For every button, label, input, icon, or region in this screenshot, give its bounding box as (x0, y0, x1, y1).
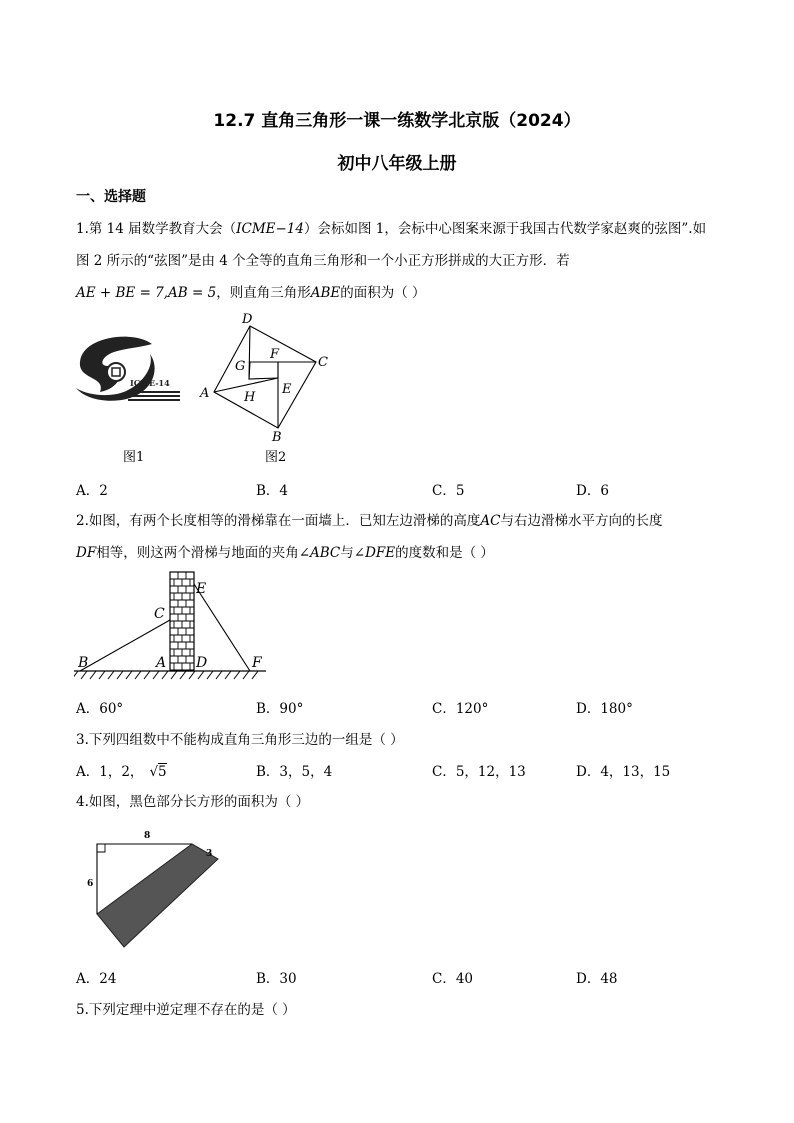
q2-option-b[interactable]: B．90° (256, 701, 304, 717)
inner-square (249, 362, 278, 379)
q4-option-a[interactable]: A．24 (76, 971, 117, 987)
label-d: D (196, 655, 208, 671)
hatch-mark (99, 671, 105, 679)
label-g: G (235, 359, 246, 374)
label-e: E (196, 581, 207, 597)
label-b: B (78, 655, 89, 671)
logo-text: ICME-14 (130, 378, 170, 388)
q2-option-c[interactable]: C．120° (432, 701, 489, 717)
q4-option-d[interactable]: D．48 (576, 971, 618, 987)
q2-option-a[interactable]: A．60° (76, 701, 124, 717)
hatch-mark (180, 671, 186, 679)
q2-line1: 2.如图，有两个长度相等的滑梯靠在一面墙上．已知左边滑梯的高度AC与右边滑梯水平方向的长度 (76, 513, 663, 529)
label-a: A (200, 386, 210, 401)
label-right: 3 (206, 849, 213, 859)
logo-line-2 (128, 395, 180, 397)
hatch-mark (126, 671, 132, 679)
fig1-caption: 图1 (123, 450, 145, 465)
hatch-mark (144, 671, 150, 679)
label-left: 6 (87, 879, 94, 889)
sqrt-symbol: √5 (149, 764, 167, 780)
hatch-mark (90, 671, 96, 679)
q1-option-c[interactable]: C．5 (432, 483, 465, 499)
ground-hatch (74, 671, 258, 679)
q1-line1: 1.第 14 届数学教育大会（ICME−14）会标如图 1，会标中心图案来源于我国古代数学家赵爽的弦图”.如 (76, 221, 707, 237)
black-rectangle (97, 844, 218, 947)
hatch-mark (198, 671, 204, 679)
q2-option-d[interactable]: D．180° (576, 701, 633, 717)
hatch-mark (243, 671, 249, 679)
rectangle-figure (80, 826, 230, 950)
logo-line-1 (128, 391, 180, 393)
q5-text: 5.下列定理中逆定理不存在的是（ ） (76, 1002, 296, 1018)
q3-option-c[interactable]: C．5，12，13 (432, 764, 526, 780)
q3-option-b[interactable]: B．3，5，4 (256, 764, 333, 780)
hatch-mark (74, 671, 78, 679)
hatch-mark (207, 671, 213, 679)
string-diagram-figure (196, 310, 336, 446)
q1-option-d[interactable]: D．6 (576, 483, 609, 499)
hatch-mark (171, 671, 177, 679)
hatch-mark (225, 671, 231, 679)
hatch-mark (108, 671, 114, 679)
q1-line3: AE + BE = 7,AB = 5，则直角三角形ABE的面积为（ ） (76, 285, 426, 301)
q4-option-b[interactable]: B．30 (256, 971, 297, 987)
label-f: F (270, 347, 280, 362)
logo-line-3 (128, 399, 180, 401)
fig2-caption: 图2 (265, 450, 287, 465)
hatch-mark (81, 671, 87, 679)
q3-option-a[interactable]: A．1，2， √5 (76, 764, 167, 780)
hatch-mark (252, 671, 258, 679)
q3-option-d[interactable]: D．4，13，15 (576, 764, 671, 780)
label-f: F (252, 655, 262, 671)
right-angle-mark (97, 844, 105, 852)
icme-logo-figure (74, 336, 186, 406)
hatch-mark (189, 671, 195, 679)
section-heading: 一、选择题 (76, 189, 146, 205)
label-c: C (318, 355, 328, 370)
label-top: 8 (144, 831, 151, 841)
q4-text: 4.如图，黑色部分长方形的面积为（ ） (76, 794, 310, 810)
label-e: E (282, 382, 292, 397)
label-h: H (244, 390, 256, 405)
outer-square (214, 326, 316, 428)
hatch-mark (162, 671, 168, 679)
label-b: B (272, 430, 282, 445)
q4-option-c[interactable]: C．40 (432, 971, 474, 987)
hatch-mark (135, 671, 141, 679)
q1-option-b[interactable]: B．4 (256, 483, 289, 499)
q2-line2: DF相等，则这两个滑梯与地面的夹角∠ABC与∠DFE的度数和是（ ） (76, 545, 494, 561)
label-a: A (156, 655, 167, 671)
page-title: 12.7 直角三角形一课一练数学北京版（2024） (213, 111, 581, 131)
hatch-mark (234, 671, 240, 679)
ladder-wall-figure (74, 568, 274, 684)
logo-center-circle (107, 363, 125, 381)
label-c: C (154, 606, 165, 622)
label-d: D (242, 312, 253, 327)
page-subtitle: 初中八年级上册 (337, 154, 457, 174)
q1-line2: 图 2 所示的“弦图”是由 4 个全等的直角三角形和一个小正方形拼成的大正方形．若 (76, 253, 570, 269)
hatch-mark (117, 671, 123, 679)
hatch-mark (153, 671, 159, 679)
q1-option-a[interactable]: A．2 (76, 483, 108, 499)
q3-text: 3.下列四组数中不能构成直角三角形三边的一组是（ ） (76, 732, 404, 748)
hatch-mark (216, 671, 222, 679)
